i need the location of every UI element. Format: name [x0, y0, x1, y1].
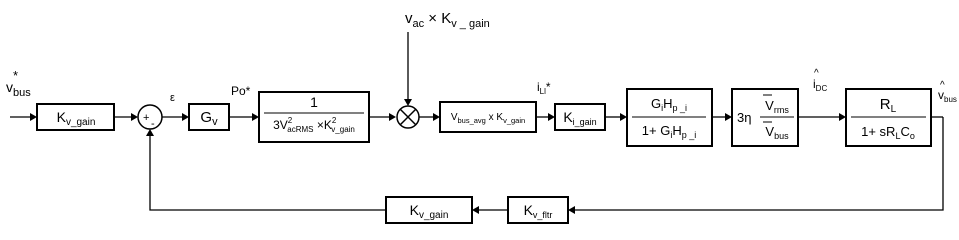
summing-junction	[138, 105, 162, 129]
arrowhead-gv-in	[182, 113, 189, 121]
vbus-ref-label: $v_{bus}$	[6, 79, 31, 99]
vbus-avg-text: $V_{bus\_avg}$ x $K_{v\_gain}$	[450, 112, 526, 125]
summer-minus-sign: -	[151, 118, 155, 130]
arrowhead-sum-feedback	[146, 129, 154, 136]
arrowhead-fltr-in	[568, 206, 575, 214]
il-signal-label: $i_{Ll}*$	[537, 80, 551, 96]
error-signal-label: ε	[170, 92, 175, 104]
vbus-out-hat: ^	[940, 80, 945, 91]
arrowhead-mult-in	[389, 113, 396, 121]
power-stage-denominator: $V_{bus}$	[765, 124, 789, 141]
idc-hat: ^	[814, 68, 819, 79]
vac-kv-gain-label: $v_{ac} \times K_{v \_ gain}$	[405, 10, 490, 30]
vbus-ref-star: *	[13, 68, 19, 83]
gv-text: $G_v$	[200, 109, 218, 128]
arrowhead-plant-in	[839, 113, 846, 121]
arrowhead-vbus-in	[433, 113, 440, 121]
idc-signal-label: $i_{DC}$	[813, 77, 828, 93]
current-loop-tf-denominator: $1+ G_iH_{p \_i}$	[641, 123, 697, 140]
arrowhead-ki-in	[548, 113, 555, 121]
arrowhead-kvfb-in	[472, 206, 479, 214]
arrowhead-tf2-in	[725, 113, 732, 121]
top-input-arrowhead	[404, 99, 412, 106]
current-loop-tf-numerator: $G_iH_{p \_i}$	[650, 96, 688, 113]
input-arrowhead	[30, 113, 37, 121]
ki-gain-text: $K_{i\_gain}$	[563, 109, 597, 127]
plant-numerator: $R_L$	[879, 96, 897, 115]
feedback-wire-left	[150, 136, 386, 210]
kv-gain-feedback-text: $K_{v\_gain}$	[409, 202, 449, 221]
summer-plus-sign: +	[143, 112, 150, 124]
inverse-gain-numerator: 1	[310, 94, 318, 110]
arrowhead-tf1-in	[620, 113, 627, 121]
power-stage-gain: 3η	[737, 110, 752, 125]
arrowhead-inv-in	[252, 113, 259, 121]
inverse-gain-denominator: $3V^2$ acRMS $\times K^2$ v_gain	[273, 116, 355, 134]
power-stage-numerator: $V_{rms}$	[765, 98, 789, 115]
vbus-out-label: $v_{bus}$	[938, 88, 957, 104]
kv-gain-text: $K_{v\_gain}$	[56, 109, 96, 128]
kv-fltr-text: $K_{v\_fltr}$	[523, 202, 553, 220]
arrowhead-sum-in	[131, 113, 138, 121]
plant-denominator: $1+ sR_LC_o$	[861, 124, 915, 141]
po-signal-label: Po*	[231, 84, 251, 98]
